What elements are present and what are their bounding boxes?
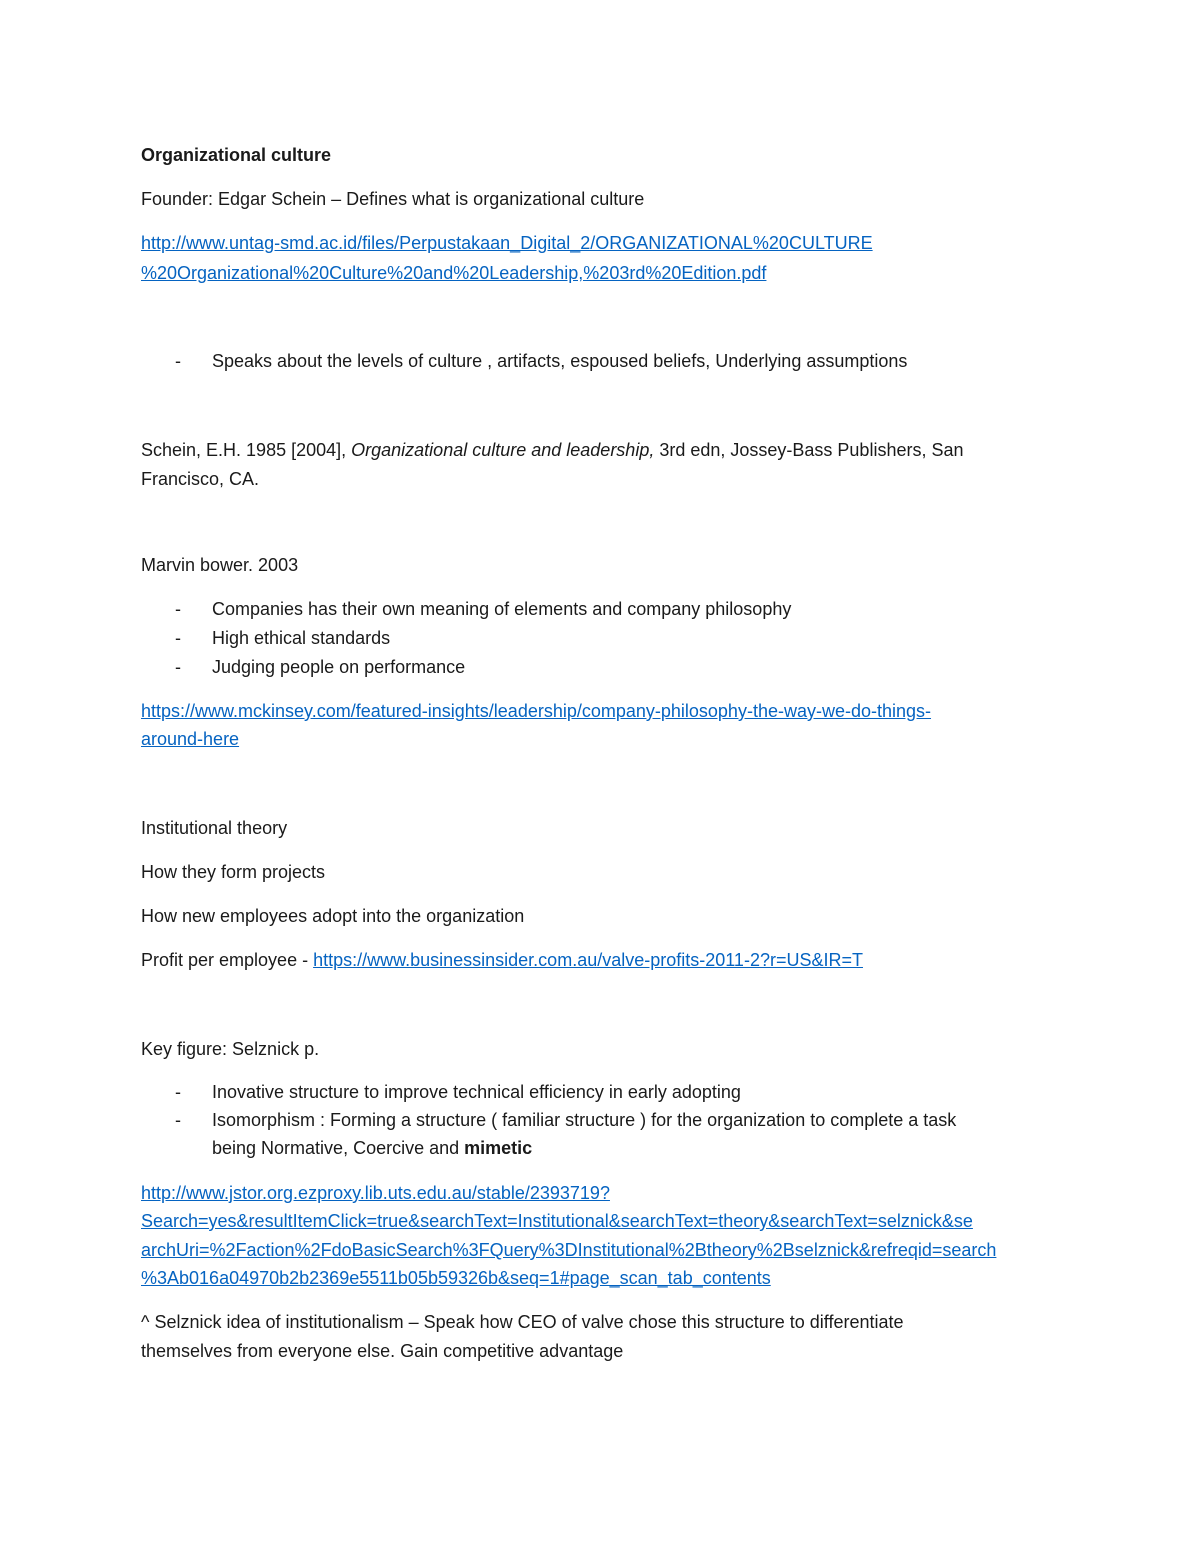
selznick-bullet-continued: [212, 1136, 532, 1160]
bullet-dash: -: [175, 657, 181, 677]
bower-heading: Marvin bower. 2003: [141, 555, 299, 575]
bower-bullet: High ethical standards: [212, 628, 391, 648]
bullet-dash: -: [175, 351, 181, 371]
bullet-dash: -: [175, 628, 181, 648]
schein-citation-line-2: Francisco, CA.: [141, 469, 260, 489]
selznick-bullet: Inovative structure to improve technical efficiency in early adopting: [212, 1082, 741, 1102]
schein-link-part-1[interactable]: http://www.untag-smd.ac.id/files/Perpustakaan_Digital_2/ORGANIZATIONAL%20CULTURE: [141, 233, 873, 253]
citation-title: Organizational culture and leadership,: [351, 440, 655, 460]
mckinsey-link-part-2[interactable]: around-here: [141, 729, 240, 749]
schein-bullet: Speaks about the levels of culture , artifacts, espoused beliefs, Underlying assumptions: [212, 351, 908, 371]
schein-link-line-1[interactable]: [141, 231, 873, 255]
isomorphism-types: being Normative, Coercive and: [212, 1138, 465, 1158]
bower-bullet: Companies has their own meaning of elements and company philosophy: [212, 599, 792, 619]
employees-line: How new employees adopt into the organization: [141, 906, 525, 926]
jstor-link-line-4[interactable]: [141, 1266, 771, 1290]
projects-line: How they form projects: [141, 862, 326, 882]
bullet-dash: -: [175, 599, 181, 619]
jstor-link-part-3[interactable]: archUri=%2Faction%2FdoBasicSearch%3FQuery%3DInstitutional%2Btheory%2Bselznick&refreqid=search: [141, 1240, 997, 1260]
jstor-link-part-2[interactable]: Search=yes&resultItemClick=true&searchText=Institutional&searchText=theory&searchText=selznick&se: [141, 1211, 973, 1231]
founder-line: Founder: Edgar Schein – Defines what is organizational culture: [141, 189, 645, 209]
selznick-bullet: Isomorphism : Forming a structure ( familiar structure ) for the organization to complete a task: [212, 1110, 957, 1130]
mckinsey-link-line-1[interactable]: [141, 699, 931, 723]
bullet-dash: -: [175, 1082, 181, 1102]
schein-citation-line-1: [141, 438, 963, 462]
closing-line-1: ^ Selznick idea of institutionalism – Speak how CEO of valve chose this structure to differentiate: [141, 1312, 904, 1332]
document-heading: Organizational culture: [141, 145, 332, 165]
citation-author: Schein, E.H. 1985 [2004],: [141, 440, 352, 460]
mckinsey-link-line-2[interactable]: [141, 727, 239, 751]
mckinsey-link-part-1[interactable]: https://www.mckinsey.com/featured-insights/leadership/company-philosophy-the-way-we-do-things-: [141, 701, 932, 721]
jstor-link-line-3[interactable]: [141, 1238, 996, 1262]
businessinsider-link[interactable]: https://www.businessinsider.com.au/valve-profits-2011-2?r=US&IR=T: [313, 950, 863, 970]
jstor-link-line-2[interactable]: [141, 1209, 973, 1233]
schein-link-part-2[interactable]: %20Organizational%20Culture%20and%20Leadership,%203rd%20Edition.pdf: [141, 263, 767, 283]
bower-bullet: Judging people on performance: [212, 657, 466, 677]
jstor-link-part-4[interactable]: %3Ab016a04970b2b2369e5511b05b59326b&seq=1#page_scan_tab_contents: [141, 1268, 771, 1288]
isomorphism-mimetic: mimetic: [464, 1138, 533, 1158]
jstor-link-line-1[interactable]: [141, 1181, 610, 1205]
jstor-link-part-1[interactable]: http://www.jstor.org.ezproxy.lib.uts.edu.au/stable/2393719?: [141, 1183, 610, 1203]
citation-publisher: 3rd edn, Jossey-Bass Publishers, San: [654, 440, 964, 460]
key-figure-line: Key figure: Selznick p.: [141, 1039, 320, 1059]
profit-line: [141, 948, 863, 972]
schein-link-line-2[interactable]: [141, 261, 766, 285]
profit-label: Profit per employee -: [141, 950, 314, 970]
bullet-dash: -: [175, 1110, 181, 1130]
closing-line-2: themselves from everyone else. Gain competitive advantage: [141, 1341, 624, 1361]
institutional-heading: Institutional theory: [141, 818, 288, 838]
